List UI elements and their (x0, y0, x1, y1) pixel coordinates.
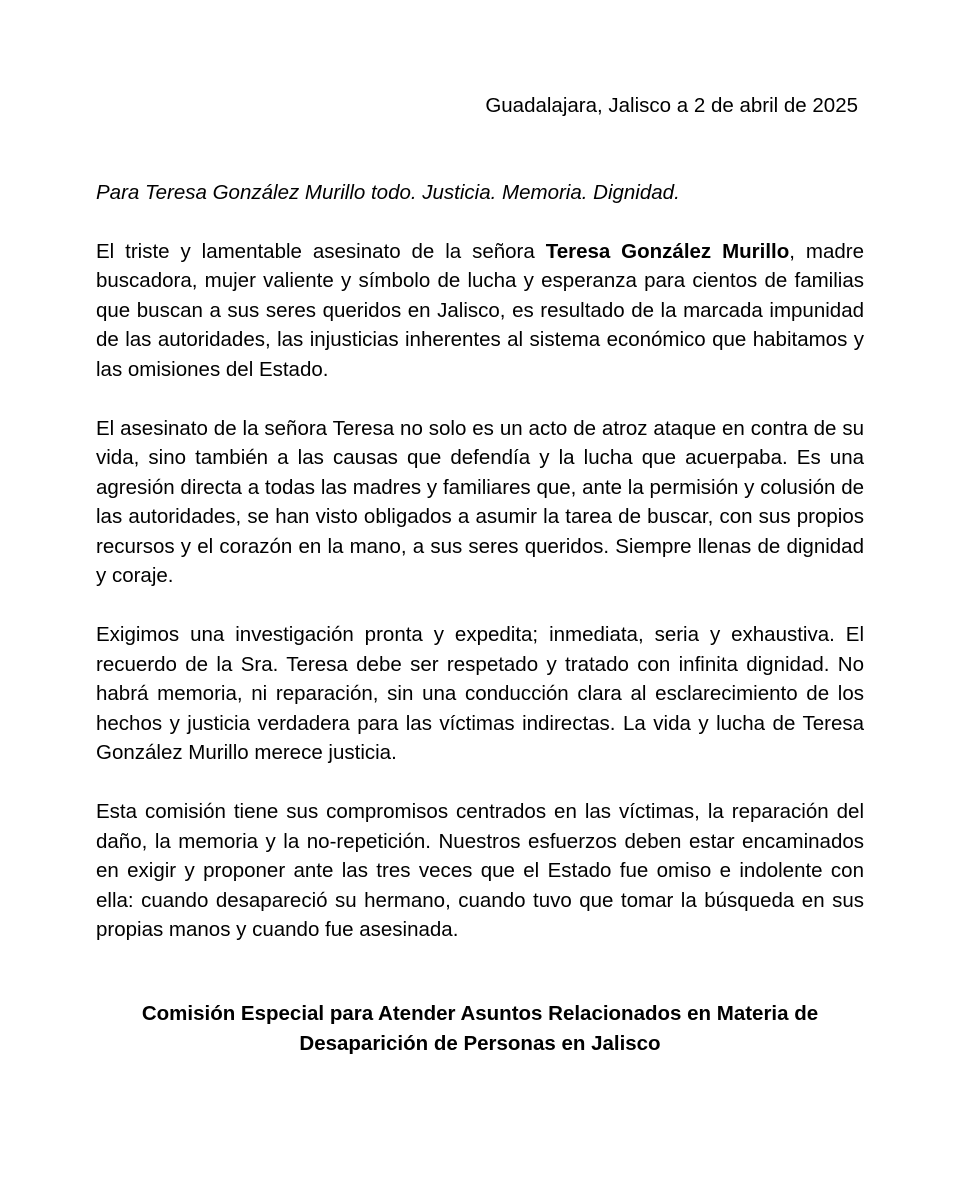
letter-body (96, 178, 864, 974)
dateline: Guadalajara, Jalisco a 2 de abril de 2025 (485, 94, 858, 117)
signature-line-2: Desaparición de Personas en Jalisco (299, 1032, 661, 1055)
paragraph-2: El asesinato de la señora Teresa no solo es un acto de atroz ataque en contra de su vida, sino también a las causas que defendía y la lucha que acuerpaba. Es una agresión directa a todas las madres y familiares que, ante la permisión y colusión de las autoridades, se han visto obligados a asumir la tarea de buscar, con sus propios recursos y el corazón en la mano, a sus seres queridos. Siempre llenas de dignidad y coraje. (96, 416, 864, 587)
paragraph-3: Exigimos una investigación pronta y expedita; inmediata, seria y exhaustiva. El recuerdo de la Sra. Teresa debe ser respetado y tratado con infinita dignidad. No habrá memoria, ni reparación, sin una conducción clara al esclarecimiento de los hechos y justicia verdadera para las víctimas indirectas. La vida y lucha de Teresa González Murillo merece justicia. (96, 623, 864, 764)
signature-line-1: Comisión Especial para Atender Asuntos Relacionados en Materia de (141, 1002, 819, 1025)
signature-block (96, 999, 864, 1059)
epigraph: Para Teresa González Murillo todo. Justicia. Memoria. Dignidad. (96, 181, 680, 204)
victim-name: Teresa González Murillo (545, 239, 790, 263)
paragraph-1-rest: , madre buscadora, mujer valiente y símbolo de lucha y esperanza para cientos de familias que buscan a sus seres queridos en Jalisco, es resultado de la marcada impunidad de las autoridades, las injusticias inherentes al sistema económico que habitamos y las omisiones del Estado. (96, 239, 864, 381)
paragraph-1 (96, 237, 864, 385)
paragraph-4: Esta comisión tiene sus compromisos centrados en las víctimas, la reparación del daño, la memoria y la no-repetición. Nuestros esfuerzos deben estar encaminados en exigir y proponer ante las tres veces que el Estado fue omiso e indolente con ella: cuando desapareció su hermano, cuando tuvo que tomar la búsqueda en sus propias manos y cuando fue asesinada. (96, 800, 864, 941)
paragraph-1-intro: El triste y lamentable asesinato de la señora (96, 239, 546, 263)
